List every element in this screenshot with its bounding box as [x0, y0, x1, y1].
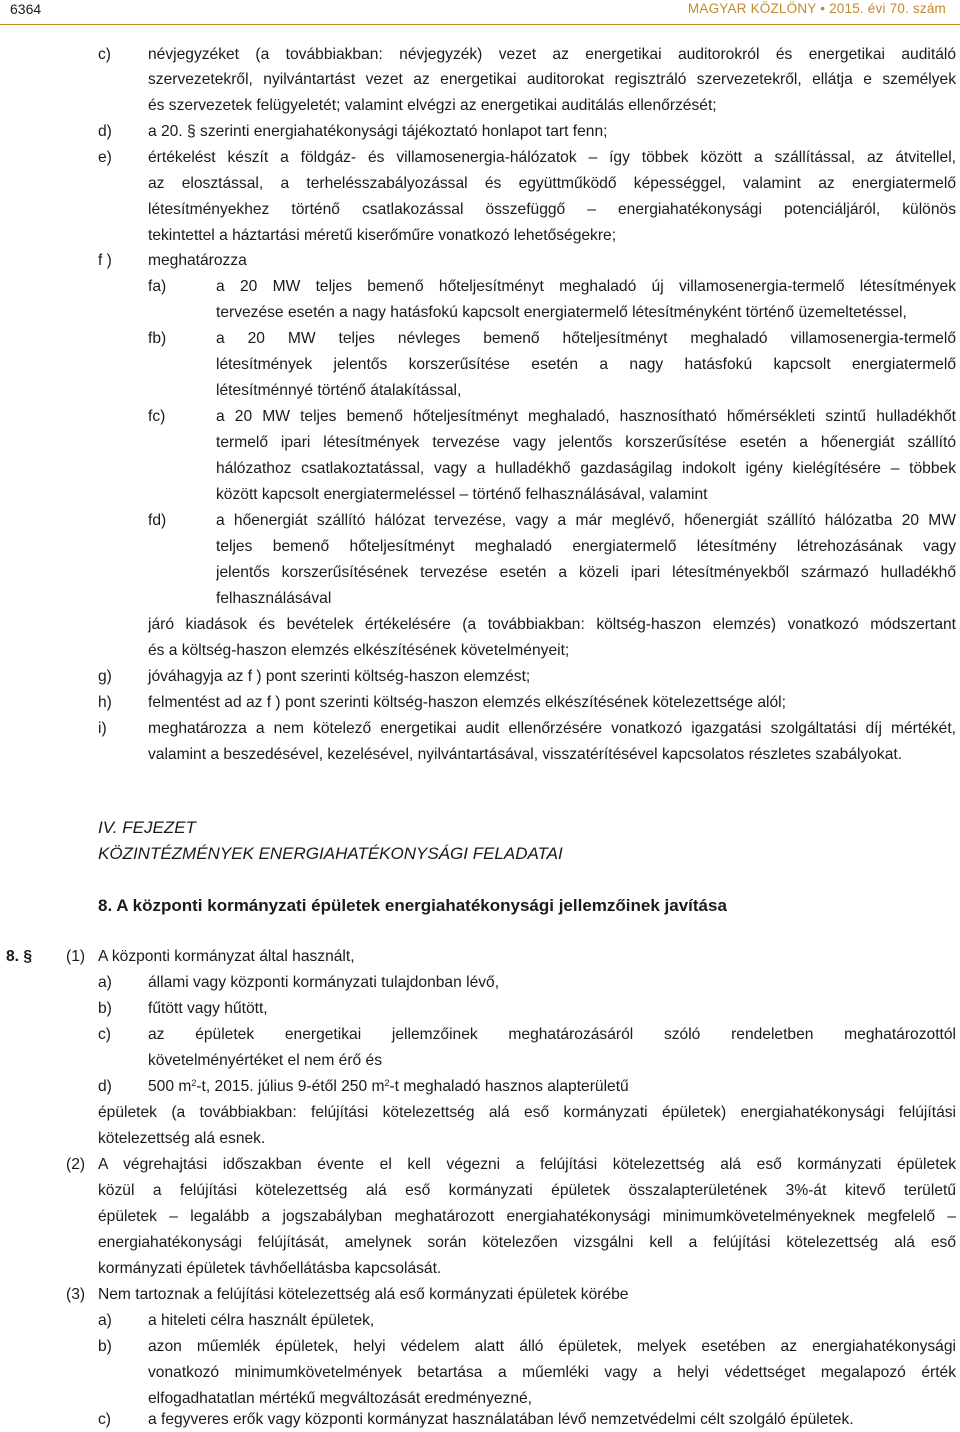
s3-item-a-label: a) — [98, 1312, 112, 1329]
s1-item-d-post: -t meghaladó hasznos alapterületű — [389, 1078, 629, 1095]
item-e-line-1: értékelést készít a földgáz- és villamosenergia-hálózatok – így többek között a szállítással, az átvitellel, — [148, 149, 956, 166]
chapter-number: IV. FEJEZET — [98, 818, 196, 837]
subsection-2-line-5: kormányzati épületek távhőellátásba kapcsolását. — [98, 1260, 442, 1277]
subsection-1-tail-line-2: kötelezettség alá esnek. — [98, 1130, 266, 1147]
s3-item-b-line-1: azon műemlék épületek, helyi védelem alatt álló épületek, melyek esetében az energiahatékonysági — [148, 1338, 956, 1355]
s3-item-b-label: b) — [98, 1338, 112, 1355]
item-i-line-2: valamint a beszedésével, kezelésével, nyilvántartásával, visszatérítésével kapcsolatos részletes szabályokat. — [148, 746, 903, 763]
item-f-tail-line-1: járó kiadások és bevételek értékelésére (a továbbiakban: költség-haszon elemzés) vonatkozó módszertant — [148, 616, 956, 633]
subsection-3-intro: Nem tartoznak a felújítási kötelezettség alá eső kormányzati épületek körébe — [98, 1286, 629, 1303]
paragraph-number: 8. § — [6, 948, 33, 965]
item-fc-line-2: termelő ipari létesítmények tervezése vagy jelentős korszerűsítése esetén a hőenergiát szállító — [216, 434, 956, 451]
s1-item-b-label: b) — [98, 1000, 112, 1017]
item-f-label: f ) — [98, 252, 112, 269]
subsection-2-line-2: közül a felújítási kötelezettség alá eső kormányzati épületek összalapterületének 3%-át kitevő területű — [98, 1182, 956, 1199]
s3-item-c-label: c) — [98, 1411, 111, 1428]
item-e-line-2: az elosztással, a terhelésszabályozással és együttműködő képességgel, valamint az energiatermelő — [148, 175, 956, 192]
chapter-title: KÖZINTÉZMÉNYEK ENERGIAHATÉKONYSÁGI FELADATAI — [98, 844, 563, 863]
item-fb-label: fb) — [148, 330, 167, 347]
section-title: 8. A központi kormányzati épületek energiahatékonysági jellemzőinek javítása — [98, 896, 727, 915]
s1-item-d-label: d) — [98, 1078, 112, 1095]
subsection-2-label: (2) — [66, 1156, 86, 1173]
subsection-2-line-4: energiahatékonysági felújítását, amelynek során kötelezően vizsgálni kell a felújítási kötelezettség alá eső — [98, 1234, 956, 1251]
item-fc-label: fc) — [148, 408, 166, 425]
s3-item-b-line-3: elfogadhatatlan mértékű megváltozását eredményezné, — [148, 1390, 533, 1407]
item-d-text: a 20. § szerinti energiahatékonysági tájékoztató honlapot tart fenn; — [148, 123, 608, 140]
item-e-label: e) — [98, 149, 112, 166]
item-fb-line-1: a 20 MW teljes névleges bemenő hőteljesítményt meghaladó villamosenergia-termelő — [216, 330, 956, 347]
item-g-text: jóváhagyja az f ) pont szerinti költség-haszon elemzést; — [148, 668, 531, 685]
item-i-label: i) — [98, 720, 107, 737]
item-f-tail-line-2: és a költség-haszon elemzés elkészítésének követelményeit; — [148, 642, 570, 659]
s3-item-c-text: a fegyveres erők vagy központi kormányzat használatában lévő nemzetvédelmi célt szolgáló épületek. — [148, 1411, 854, 1428]
item-c-line-1: névjegyzéket (a továbbiakban: névjegyzék) vezet az energetikai auditorokról és energetikai auditáló — [148, 46, 956, 63]
subsection-1-tail-line-1: épületek (a továbbiakban: felújítási kötelezettség alá eső kormányzati épületek) energiahatékonysági felújítási — [98, 1104, 956, 1121]
s1-item-c-line-1: az épületek energetikai jellemzőinek meghatározásáról szóló rendeletben meghatározottól — [148, 1026, 956, 1043]
subsection-1-label: (1) — [66, 948, 86, 965]
subsection-2-line-3: épületek – legalább a jogszabályban meghatározott energiahatékonysági minimumkövetelményeknek megfelelő – — [98, 1208, 956, 1225]
item-h-label: h) — [98, 694, 112, 711]
item-fd-line-4: felhasználásával — [216, 590, 332, 607]
item-fb-line-3: létesítménnyé történő átalakítással, — [216, 382, 462, 399]
subsection-1-intro: A központi kormányzat által használt, — [98, 948, 355, 965]
item-fd-line-2: teljes bemenő hőteljesítményt meghaladó energiatermelő létesítmény létrehozásának vagy — [216, 538, 956, 555]
s3-item-a-text: a hiteleti célra használt épületek, — [148, 1312, 375, 1329]
item-c-line-2: szervezetekről, nyilvántartást vezet az energetikai auditorokat regisztráló szervezetekről, ellátja e személyek — [148, 71, 956, 88]
page-header — [0, 0, 960, 24]
item-fc-line-1: a 20 MW teljes bemenő hőteljesítményt meghaladó, hasznosítható hőmérsékleti szintű hulladékhőt — [216, 408, 956, 425]
s1-item-b-text: fűtött vagy hűtött, — [148, 1000, 268, 1017]
item-f-text: meghatározza — [148, 252, 247, 269]
s1-item-d-pre: 500 m — [148, 1078, 192, 1095]
header-rule — [0, 24, 960, 25]
item-h-text: felmentést ad az f ) pont szerinti költség-haszon elemzés elkészítésének kötelezettsége alól; — [148, 694, 786, 711]
item-fd-label: fd) — [148, 512, 167, 529]
item-fa-label: fa) — [148, 278, 167, 295]
item-c-line-3: és szervezetek felügyeletét; valamint elvégzi az energetikai auditálás ellenőrzését; — [148, 97, 717, 114]
subsection-2-line-1: A végrehajtási időszakban évente el kell végezni a felújítási kötelezettség alá eső kormányzati épületek — [98, 1156, 956, 1173]
s1-item-d-sup-2: 2 — [384, 1078, 390, 1088]
item-fa-line-1: a 20 MW teljes bemenő hőteljesítményt meghaladó új villamosenergia-termelő létesítmények — [216, 278, 956, 295]
item-fd-line-1: a hőenergiát szállító hálózat tervezése, vagy a már meglévő, hőenergiát szállító hálózatba 20 MW — [216, 512, 956, 529]
item-fd-line-3: jelentős korszerűsítésének tervezése esetén a közeli ipari létesítményekből származó hulladékhő — [216, 564, 956, 581]
item-e-line-4: tekintettel a háztartási méretű kiserőműre vonatkozó lehetőségekre; — [148, 227, 617, 244]
item-fc-line-4: között kapcsolt energiatermeléssel – történő felhasználásával, valamint — [216, 486, 708, 503]
s1-item-d-sup-1: 2 — [191, 1078, 197, 1088]
s1-item-c-line-2: követelményértéket el nem érő és — [148, 1052, 383, 1069]
item-e-line-3: létesítményekhez történő csatlakozással összefüggő – energiahatékonysági potenciáljáról, különös — [148, 201, 956, 218]
s1-item-c-label: c) — [98, 1026, 111, 1043]
s3-item-b-line-2: vonatkozó minimumkövetelmények betartása a műemléki vagy a helyi védettséget megalapozó érték — [148, 1364, 956, 1381]
item-fa-line-2: tervezése esetén a nagy hatásfokú kapcsolt energiatermelő létesítményként történő üzemeltetéssel, — [216, 304, 907, 321]
s1-item-a-text: állami vagy központi kormányzati tulajdonban lévő, — [148, 974, 500, 991]
item-fc-line-3: hálózathoz csatlakoztatással, vagy a hulladékhő gazdaságilag indokolt igény kielégítésére – többek — [216, 460, 956, 477]
item-d-label: d) — [98, 123, 112, 140]
item-fb-line-2: létesítmények jelentős korszerűsítése esetén a nagy hatásfokú kapcsolt energiatermelő — [216, 356, 956, 373]
item-c-label: c) — [98, 46, 111, 63]
page-number: 6364 — [10, 1, 42, 17]
item-g-label: g) — [98, 668, 112, 685]
subsection-3-label: (3) — [66, 1286, 86, 1303]
item-i-line-1: meghatározza a nem kötelező energetikai audit ellenőrzésére vonatkozó igazgatási szolgáltatási díj mértékét, — [148, 720, 956, 737]
s1-item-d-text — [148, 1077, 629, 1097]
journal-title: MAGYAR KÖZLÖNY • 2015. évi 70. szám — [687, 1, 946, 16]
s1-item-d-mid: -t, 2015. július 9-étől 250 m — [196, 1078, 385, 1095]
s1-item-a-label: a) — [98, 974, 112, 991]
